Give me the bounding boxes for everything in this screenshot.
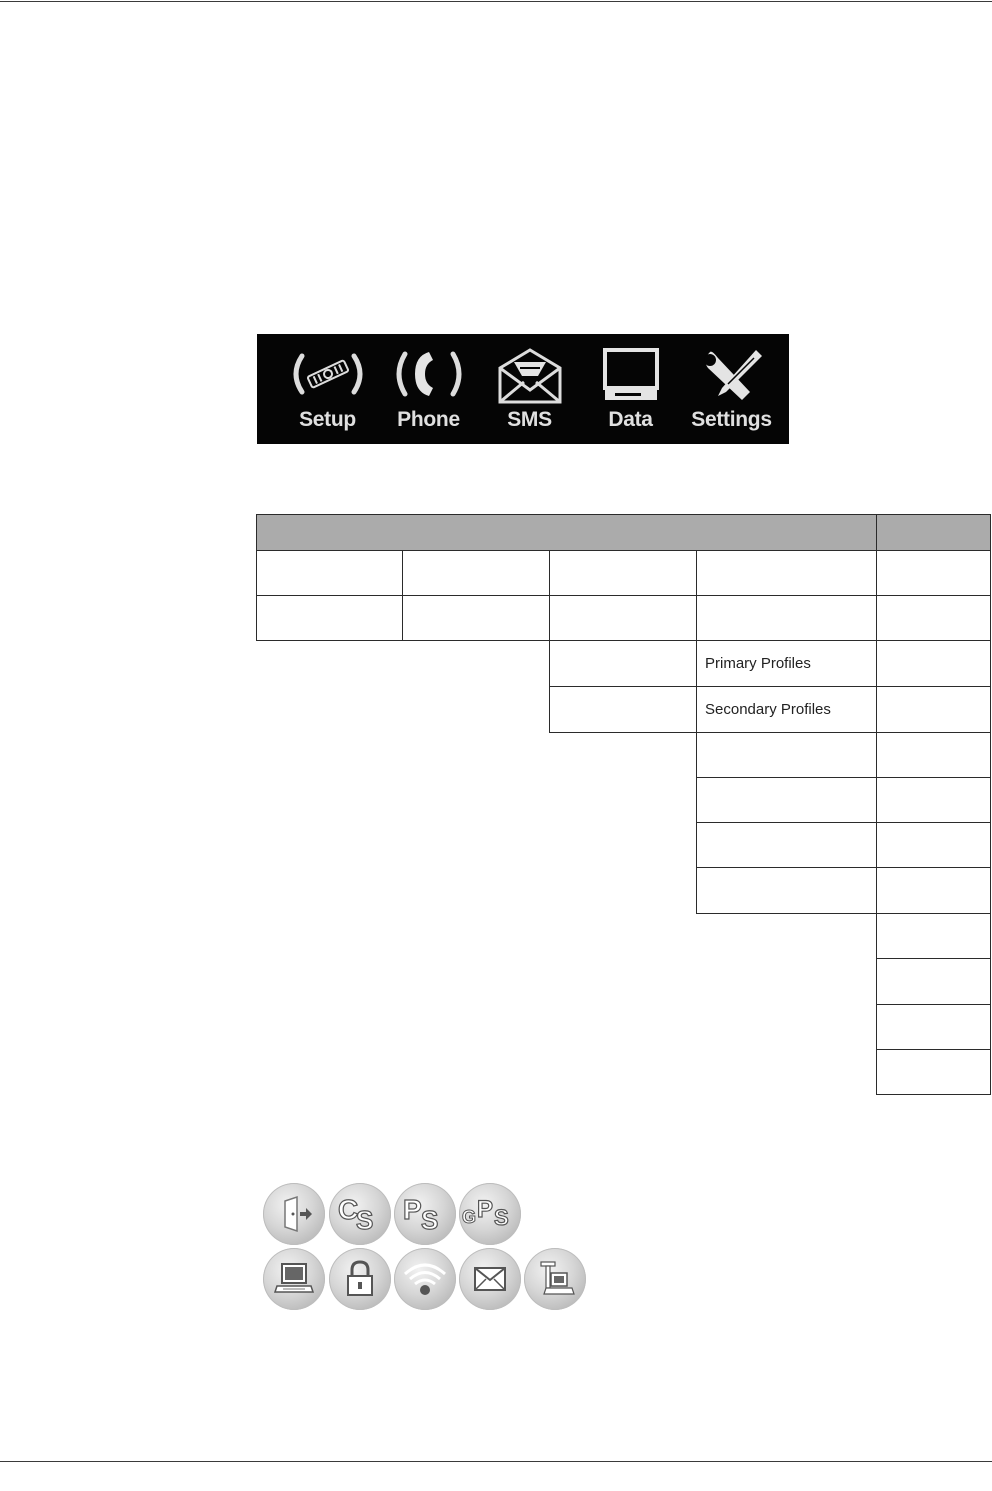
toolbar-data-button[interactable] bbox=[580, 334, 681, 444]
menu-cell bbox=[256, 550, 403, 596]
settings-tools-icon bbox=[692, 346, 772, 404]
menu-cell bbox=[696, 732, 877, 778]
menu-cell bbox=[549, 595, 697, 641]
menu-cell bbox=[549, 686, 697, 733]
phone-icon bbox=[389, 346, 469, 402]
svg-text:S: S bbox=[494, 1205, 509, 1230]
menu-item-primary-profiles[interactable] bbox=[696, 640, 877, 687]
toolbar-label-phone: Phone bbox=[397, 408, 460, 431]
envelope-icon bbox=[459, 1248, 521, 1310]
data-computer-icon bbox=[591, 346, 671, 404]
menu-cell bbox=[549, 550, 697, 596]
menu-cell bbox=[876, 822, 991, 868]
svg-text:C: C bbox=[338, 1194, 359, 1225]
toolbar-phone-button[interactable] bbox=[378, 334, 479, 444]
ps-icon bbox=[394, 1183, 456, 1245]
toolbar-label-sms: SMS bbox=[507, 408, 552, 431]
wifi-signal-icon bbox=[394, 1248, 456, 1310]
toolbar-label-setup: Setup bbox=[299, 408, 356, 431]
menu-cell bbox=[876, 640, 991, 687]
menu-cell bbox=[696, 550, 877, 596]
toolbar-sms-button[interactable] bbox=[479, 334, 580, 444]
menu-cell bbox=[876, 867, 991, 914]
menu-cell bbox=[696, 867, 877, 914]
laptop-icon bbox=[263, 1248, 325, 1310]
menu-tree-header-side bbox=[876, 514, 991, 551]
bottom-rule bbox=[0, 1461, 992, 1462]
gps-icon bbox=[459, 1183, 521, 1245]
menu-cell bbox=[549, 640, 697, 687]
secondary-profiles-label: Secondary Profiles bbox=[705, 701, 831, 718]
menu-cell bbox=[876, 595, 991, 641]
svg-text:S: S bbox=[421, 1205, 439, 1235]
menu-tree-header-main bbox=[256, 514, 877, 551]
menu-cell bbox=[876, 913, 991, 959]
menu-cell bbox=[876, 686, 991, 733]
svg-text:G: G bbox=[462, 1207, 477, 1227]
menu-cell bbox=[696, 595, 877, 641]
top-rule bbox=[0, 1, 992, 2]
sms-envelope-icon bbox=[490, 346, 570, 404]
terminal-computer-icon bbox=[524, 1248, 586, 1310]
menu-cell bbox=[402, 550, 550, 596]
menu-cell bbox=[876, 958, 991, 1005]
toolbar-label-settings: Settings bbox=[691, 408, 772, 431]
lock-icon bbox=[329, 1248, 391, 1310]
toolbar-label-data: Data bbox=[608, 408, 653, 431]
toolbar-settings-button[interactable] bbox=[681, 334, 782, 444]
menu-cell bbox=[696, 777, 877, 823]
setup-icon bbox=[288, 346, 368, 402]
menu-cell bbox=[876, 1049, 991, 1095]
menu-cell bbox=[876, 732, 991, 778]
svg-text:P: P bbox=[403, 1194, 422, 1225]
menu-cell bbox=[876, 777, 991, 823]
menu-cell bbox=[876, 1004, 991, 1050]
primary-profiles-label: Primary Profiles bbox=[705, 655, 811, 672]
menu-cell bbox=[696, 822, 877, 868]
menu-item-secondary-profiles[interactable] bbox=[696, 686, 877, 733]
menu-cell bbox=[402, 595, 550, 641]
toolbar-setup-button[interactable] bbox=[277, 334, 378, 444]
menu-cell bbox=[256, 595, 403, 641]
svg-text:P: P bbox=[477, 1196, 494, 1223]
main-toolbar bbox=[257, 334, 789, 444]
exit-door-icon bbox=[263, 1183, 325, 1245]
cs-icon bbox=[329, 1183, 391, 1245]
menu-cell bbox=[876, 550, 991, 596]
svg-text:S: S bbox=[356, 1205, 374, 1235]
